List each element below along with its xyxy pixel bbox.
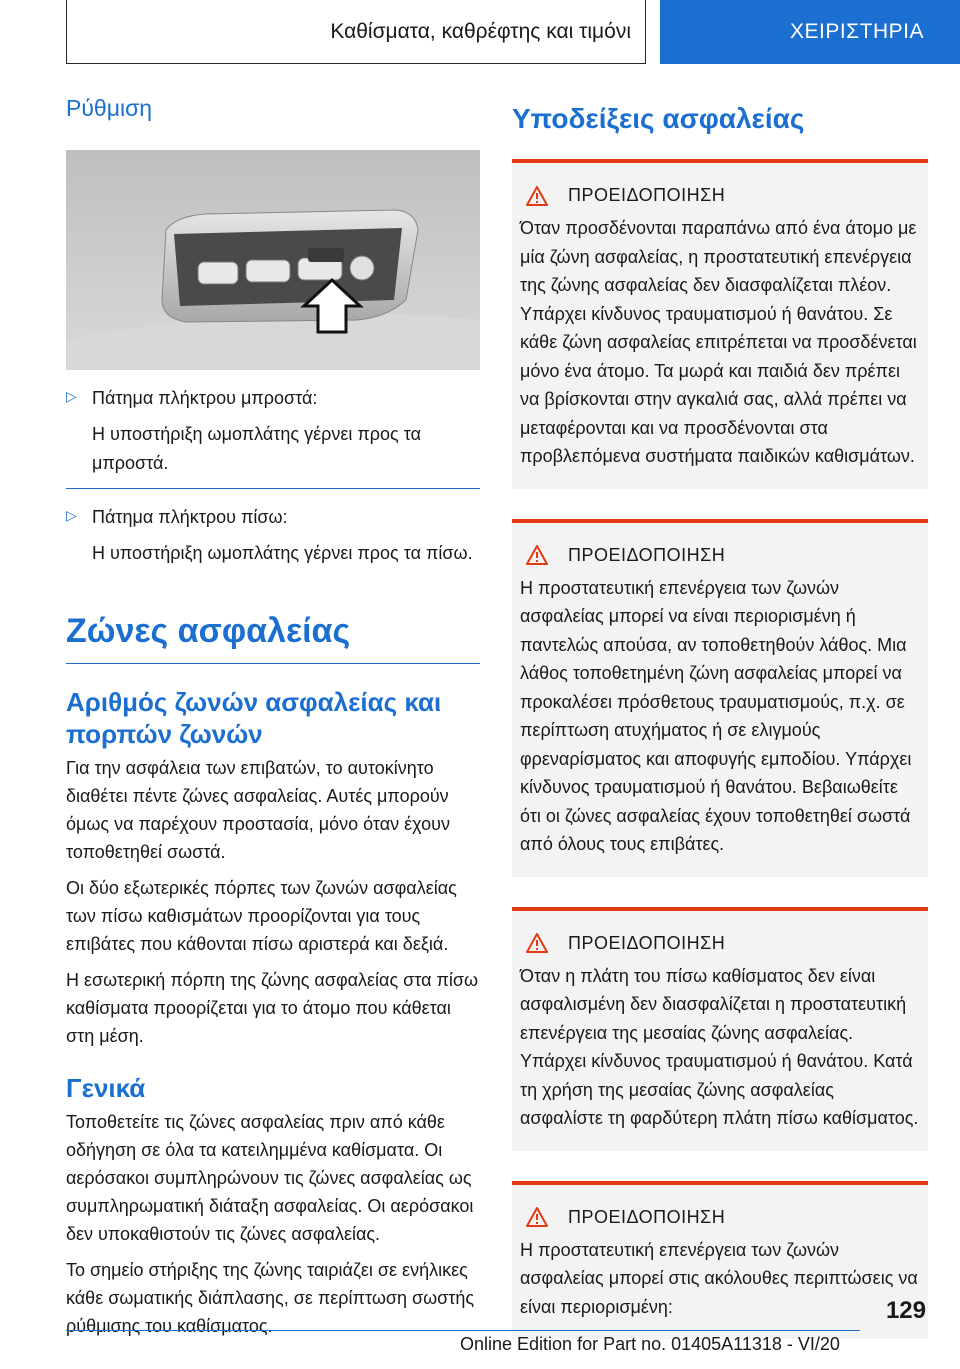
bullet-forward [66, 384, 480, 478]
warning-box [512, 907, 928, 1151]
general-paragraph: Το σημείο στήριξης της ζώνης ταιριάζει σε ενήλικες κάθε σωματικής διάπλασης, σε περίπτωση σωστής ρύθμισης του καθίσματος. [66, 1260, 475, 1336]
bullet-label: Πάτημα πλήκτρου μπροστά: [92, 388, 318, 408]
count-paragraph: Η εσωτερική πόρπη της ζώνης ασφαλείας στα πίσω καθίσματα προορίζεται για το άτομο που κάθεται στη μέση. [66, 970, 479, 1046]
warning-text: Η προστατευτική επενέργεια των ζωνών ασφαλείας μπορεί στις ακόλουθες περιπτώσεις να είναι περιορισμένη: [520, 1239, 918, 1317]
warning-icon [526, 545, 548, 565]
bullet-back [66, 503, 480, 568]
triangle-icon: ▷ [66, 388, 77, 404]
right-column [512, 95, 928, 1369]
count-paragraph: Για την ασφάλεια των επιβατών, το αυτοκίνητο διαθέτει πέντε ζώνες ασφαλείας. Αυτές μπορούν όμως να παρέχουν προστασία, μόνο όταν έχουν τοποθετηθεί σωστά. [66, 758, 450, 862]
adjust-heading: Ρύθμιση [66, 95, 153, 121]
left-column [66, 95, 480, 1348]
warning-text: Όταν προσδένονται παραπάνω από ένα άτομο με μία ζώνη ασφαλείας, η προστατευτική επενέργεια της ζώνης ασφαλείας δεν διασφαλίζεται πλέον. Υπάρχει κίνδυνος τραυματισμού ή θανάτου. Σε κάθε ζώνη ασφαλείας επιτρέπεται να προσδένεται μόνο ένα άτομο. Τα μωρά και παιδιά δεν πρέπει να βρίσκονται στην αγκαλιά σας, αλλά πρέπει να μεταφέρονται και να προσδένονται στα προβλεπόμενα συστήματα παιδικών καθισμάτων. [520, 218, 917, 466]
general-heading: Γενικά [66, 1073, 146, 1103]
warning-text: Η προστατευτική επενέργεια των ζωνών ασφαλείας μπορεί να είναι περιορισμένη ή παντελώς απούσα, αν τοποθετηθούν λάθος. Μια λάθος τοποθετημένη ζώνη ασφαλείας μπορεί να προκαλέσει πρόσθετους τραυματισμούς, π.χ. σε περίπτωση ατυχήματος ή σε ελιγμούς φρεναρίσματος και αποφυγής εμποδίου. Υπάρχει κίνδυνος τραυματισμού ή θανάτου. Βεβαιωθείτε ότι οι ζώνες ασφαλείας έχουν τοποθετηθεί σωστά από όλους τους επιβάτες. [520, 577, 912, 854]
warning-title: ΠΡΟΕΙΔΟΠΟΙΗΣΗ [568, 932, 726, 953]
triangle-icon: ▷ [66, 507, 77, 523]
safety-heading: Υποδείξεις ασφαλείας [512, 103, 805, 134]
warning-title: ΠΡΟΕΙΔΟΠΟΙΗΣΗ [568, 185, 726, 205]
general-paragraph: Τοποθετείτε τις ζώνες ασφαλείας πριν από κάθε οδήγηση σε όλα τα κατειλημμένα καθίσματα. Οι αερόσακοι συμπληρώνουν τις ζώνες ασφαλείας ως συμπληρωματική διάταξη ασφαλείας. Οι αερόσακοι δεν υποκαθιστούν τις ζώνες ασφαλείας. [66, 1112, 474, 1244]
warning-icon [526, 933, 548, 953]
warning-box [512, 519, 928, 877]
bullet-detail: Η υποστήριξη ωμοπλάτης γέρνει προς τα μπροστά. [92, 424, 421, 473]
divider [66, 488, 480, 489]
warning-text: Όταν η πλάτη του πίσω καθίσματος δεν είναι ασφαλισμένη δεν διασφαλίζεται η προστατευτική επενέργεια της μεσαίας ζώνης ασφαλείας. Υπάρχει κίνδυνος τραυματισμού ή θανάτου. Κατά τη χρήση της μεσαίας ζώνης ασφαλείας ασφαλίστε τη φαρδύτερη πλάτη πίσω καθίσματος. [520, 965, 919, 1128]
count-heading: Αριθμός ζωνών ασφαλείας και πορπών ζωνών [66, 687, 442, 749]
bullet-label: Πάτημα πλήκτρου πίσω: [92, 507, 288, 527]
bullet-detail: Η υποστήριξη ωμοπλάτης γέρνει προς τα πίσω. [92, 543, 473, 563]
warning-box [512, 159, 928, 489]
warning-title: ΠΡΟΕΙΔΟΠΟΙΗΣΗ [568, 1206, 726, 1227]
belts-heading: Ζώνες ασφαλείας [66, 612, 480, 664]
warning-icon [526, 1207, 548, 1227]
warning-title: ΠΡΟΕΙΔΟΠΟΙΗΣΗ [568, 544, 726, 565]
count-paragraph: Οι δύο εξωτερικές πόρπες των ζωνών ασφαλείας των πίσω καθισμάτων προορίζονται για τους επιβάτες που κάθονται πίσω αριστερά και δεξιά. [66, 878, 457, 954]
seat-control-photo [66, 150, 480, 370]
warning-box [512, 1181, 928, 1340]
section-tab[interactable]: ΧΕΙΡΙΣΤΗΡΙΑ [660, 0, 960, 64]
page-number: 129 [885, 1297, 926, 1324]
warning-icon [526, 186, 548, 206]
chapter-title: Καθίσματα, καθρέφτης και τιμόνι [66, 0, 646, 64]
edition-text: Online Edition for Part no. 01405A11318 - VI/20 [460, 1334, 840, 1354]
footer-divider [66, 1330, 860, 1331]
